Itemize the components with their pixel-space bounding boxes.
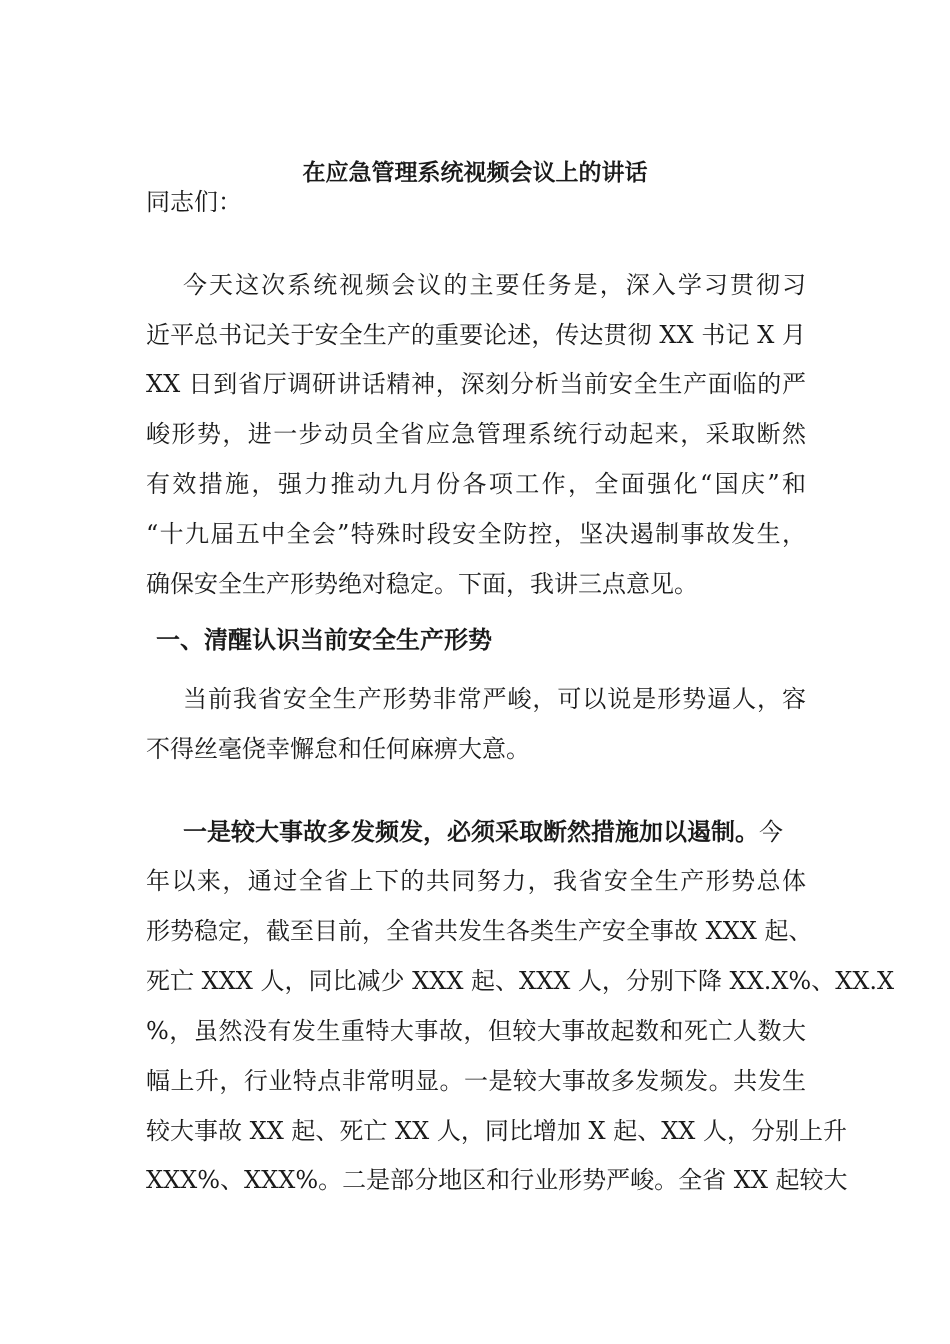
paragraph-line: 今天这次系统视频会议的主要任务是，深入学习贯彻习 [183, 271, 806, 299]
document-title: 在应急管理系统视频会议上的讲话 [302, 160, 648, 186]
paragraph-line: %，虽然没有发生重特大事故，但较大事故起数和死亡人数大 [146, 1017, 806, 1045]
paragraph-line [183, 812, 806, 852]
paragraph-line: XXX%、XXX%。二是部分地区和行业形势严峻。全省 XX 起较大 [146, 1166, 848, 1194]
section-heading: 一、清醒认识当前安全生产形势 [156, 626, 492, 654]
paragraph-line: 年以来，通过全省上下的共同努力，我省安全生产形势总体 [146, 867, 806, 895]
lead-tail-text: 今 [759, 818, 783, 846]
paragraph-line: 确保安全生产形势绝对稳定。下面，我讲三点意见。 [146, 570, 698, 598]
paragraph-line: 近平总书记关于安全生产的重要论述，传达贯彻 XX 书记 X 月 [146, 321, 806, 349]
paragraph-line: XX 日到省厅调研讲话精神，深刻分析当前安全生产面临的严 [146, 370, 806, 398]
paragraph-line: 幅上升，行业特点非常明显。一是较大事故多发频发。共发生 [146, 1067, 806, 1095]
paragraph-line: 当前我省安全生产形势非常严峻，可以说是形势逼人，容 [183, 685, 806, 713]
paragraph-line: 峻形势，进一步动员全省应急管理系统行动起来，采取断然 [146, 420, 806, 448]
paragraph-line: 不得丝毫侥幸懈怠和任何麻痹大意。 [146, 735, 530, 763]
paragraph-line: 较大事故 XX 起、死亡 XX 人，同比增加 X 起、XX 人，分别上升 [146, 1117, 848, 1145]
bold-lead-sentence: 一是较大事故多发频发，必须采取断然措施加以遏制。 [183, 817, 759, 846]
paragraph-line: “十九届五中全会”特殊时段安全防控，坚决遏制事故发生， [146, 520, 806, 548]
paragraph-line: 有效措施，强力推动九月份各项工作，全面强化“国庆”和 [146, 470, 806, 498]
salutation: 同志们： [146, 188, 242, 216]
paragraph-line: 形势稳定，截至目前，全省共发生各类生产安全事故 XXX 起、 [146, 917, 813, 945]
paragraph-line: 死亡 XXX 人，同比减少 XXX 起、XXX 人，分别下降 XX.X%、XX.X [146, 967, 895, 995]
